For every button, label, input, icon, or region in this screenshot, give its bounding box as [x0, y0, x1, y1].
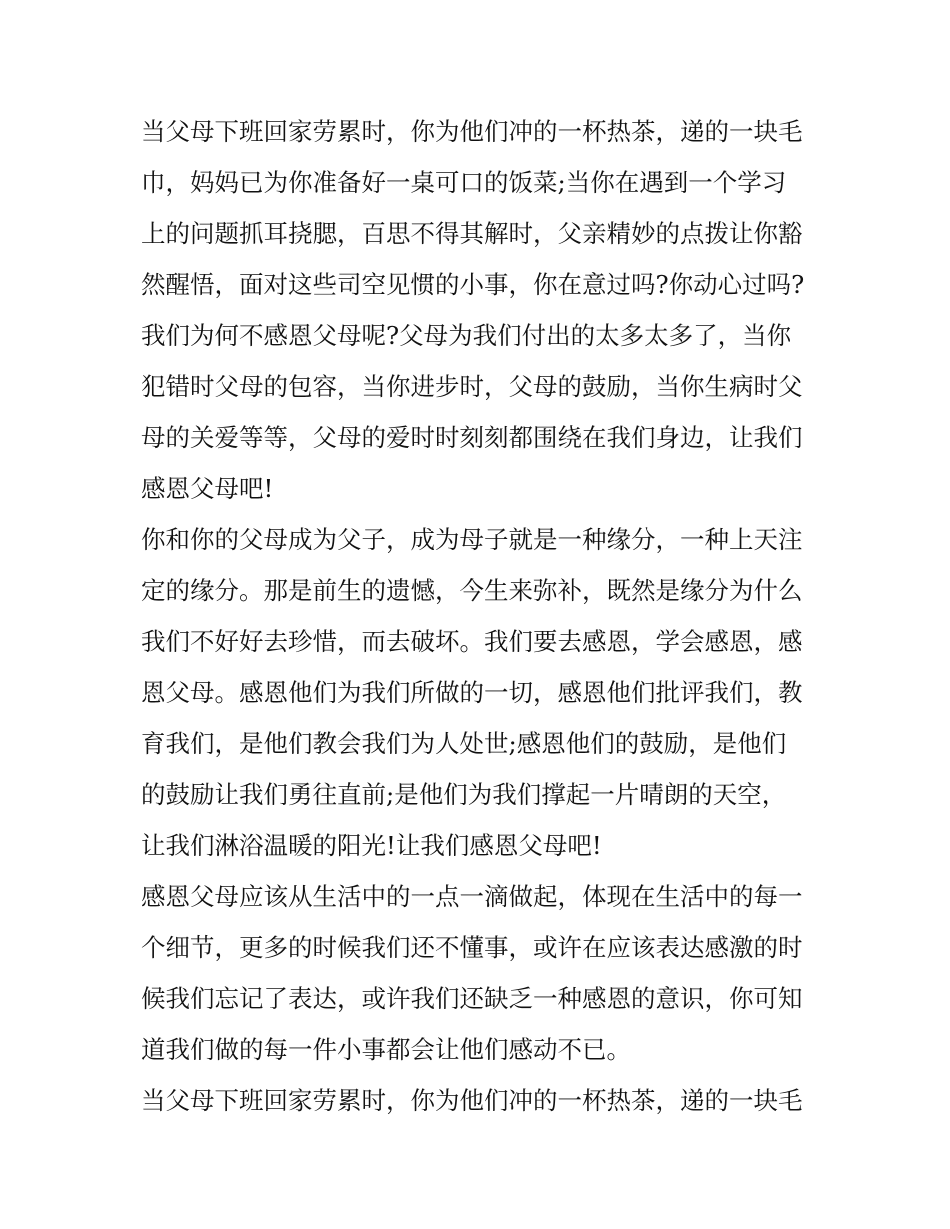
text-line: 母的关爱等等，父母的爱时时刻刻都围绕在我们身边，让我们 — [141, 423, 803, 452]
text-line: 定的缘分。那是前生的遗憾，今生来弥补，既然是缘分为什么 — [141, 576, 803, 605]
text-line: 让我们淋浴温暖的阳光!让我们感恩父母吧! — [141, 831, 602, 860]
text-line: 恩父母。感恩他们为我们所做的一切，感恩他们批评我们，教 — [141, 678, 803, 707]
document-body — [141, 106, 821, 1126]
text-line: 犯错时父母的包容，当你进步时，父母的鼓励，当你生病时父 — [141, 372, 803, 401]
text-line: 感恩父母吧! — [141, 474, 274, 503]
text-line: 巾，妈妈已为你准备好一桌可口的饭菜;当你在遇到一个学习 — [141, 168, 787, 197]
text-line: 你和你的父母成为父子，成为母子就是一种缘分，一种上天注 — [141, 525, 803, 554]
text-line: 个细节，更多的时候我们还不懂事，或许在应该表达感激的时 — [141, 933, 803, 962]
text-line: 我们为何不感恩父母呢?父母为我们付出的太多太多了，当你 — [141, 321, 792, 350]
text-line: 上的问题抓耳挠腮，百思不得其解时，父亲精妙的点拨让你豁 — [141, 219, 803, 248]
text-line: 道我们做的每一件小事都会让他们感动不已。 — [141, 1035, 631, 1064]
text-line: 候我们忘记了表达，或许我们还缺乏一种感恩的意识，你可知 — [141, 984, 803, 1013]
text-line: 育我们，是他们教会我们为人处世;感恩他们的鼓励，是他们 — [141, 729, 787, 758]
text-line: 当父母下班回家劳累时，你为他们冲的一杯热茶，递的一块毛 — [141, 117, 803, 146]
text-line: 然醒悟，面对这些司空见惯的小事，你在意过吗?你动心过吗? — [141, 270, 805, 299]
text-line: 当父母下班回家劳累时，你为他们冲的一杯热茶，递的一块毛 — [141, 1086, 803, 1115]
text-line: 的鼓励让我们勇往直前;是他们为我们撑起一片晴朗的天空， — [141, 780, 787, 809]
text-line: 我们不好好去珍惜，而去破坏。我们要去感恩，学会感恩，感 — [141, 627, 803, 656]
text-line: 感恩父母应该从生活中的一点一滴做起，体现在生活中的每一 — [141, 882, 803, 911]
